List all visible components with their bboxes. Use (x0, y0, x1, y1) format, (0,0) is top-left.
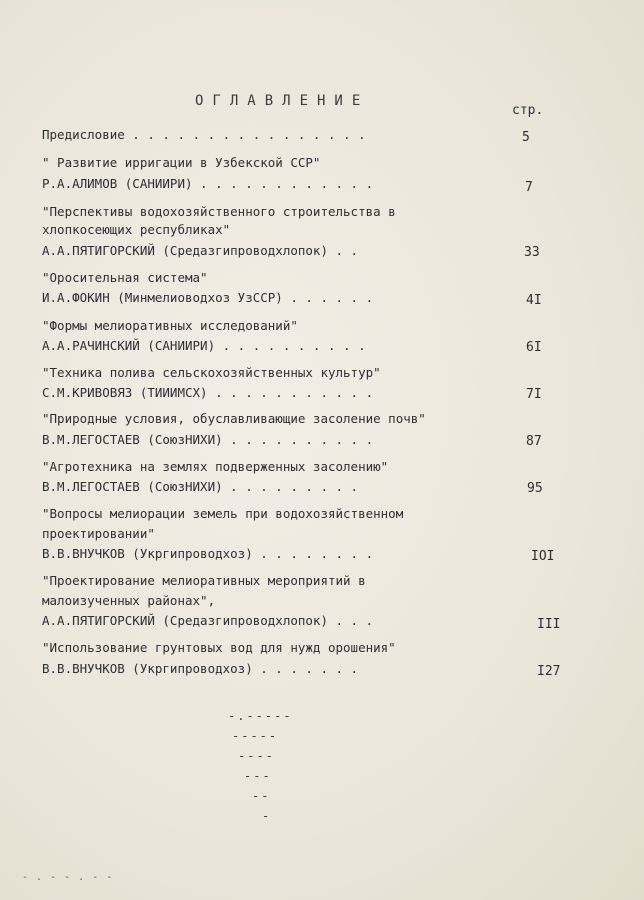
toc-entry-line: В.В.ВНУЧКОВ (Укргипроводхоз) . . . . . . . (42, 661, 359, 676)
toc-entry-line: И.А.ФОКИН (Минмелиоводхоз УзССР) . . . . . . (42, 290, 374, 305)
closing-ornament-row: -.----- (228, 709, 293, 723)
toc-entry-line: В.М.ЛЕГОСТАЕВ (СоюзНИХИ) . . . . . . . . . . (42, 432, 374, 447)
closing-ornament-row: -- (252, 789, 271, 803)
margin-mark: - . - - . - - (22, 872, 114, 883)
toc-page-number: 4I (526, 293, 542, 308)
toc-page-number: 5 (522, 130, 530, 145)
toc-entry-line: Р.А.АЛИМОВ (САНИИРИ) . . . . . . . . . . . . (42, 176, 374, 191)
toc-page-number: 7I (526, 387, 542, 402)
toc-entry-line: А.А.ПЯТИГОРСКИЙ (Средазгипроводхлопок) . . . (42, 613, 374, 628)
toc-entry-line: "Природные условия, обуславливающие засоление почв" (42, 411, 426, 426)
toc-page-number: 6I (526, 340, 542, 355)
toc-entry-line: проектировании" (42, 526, 155, 541)
toc-entry-line: В.В.ВНУЧКОВ (Укргипроводхоз) . . . . . . . . (42, 546, 374, 561)
toc-entry-line: хлопкосеющих республиках" (42, 222, 231, 237)
page-column-label: стр. (512, 103, 544, 118)
toc-entry-line: "Проектирование мелиоративных мероприятий в (42, 573, 366, 588)
toc-page-number: 87 (526, 434, 542, 449)
toc-page-number: I27 (537, 664, 561, 679)
toc-entry-line: В.М.ЛЕГОСТАЕВ (СоюзНИХИ) . . . . . . . . . (42, 479, 359, 494)
closing-ornament-row: --- (244, 769, 272, 783)
toc-entry-line: А.А.РАЧИНСКИЙ (САНИИРИ) . . . . . . . . . . (42, 338, 366, 353)
toc-page-number: 95 (527, 481, 543, 496)
toc-entry-line: "Использование грунтовых вод для нужд орошения" (42, 640, 396, 655)
toc-entry-line: малоизученных районах", (42, 593, 216, 608)
toc-entry-line: "Вопросы мелиорации земель при водохозяйственном (42, 506, 404, 521)
toc-page-number: III (537, 617, 561, 632)
toc-entry-line: А.А.ПЯТИГОРСКИЙ (Средазгипроводхлопок) . . (42, 243, 359, 258)
toc-heading: ОГЛАВЛЕНИЕ (195, 93, 370, 109)
toc-page-number: 33 (524, 245, 540, 260)
toc-entry-line: Предисловие . . . . . . . . . . . . . . . . (42, 127, 366, 142)
toc-entry-line: "Оросительная система" (42, 270, 208, 285)
toc-entry-line: С.М.КРИВОВЯЗ (ТИИИМСХ) . . . . . . . . . . . (42, 385, 374, 400)
toc-entry-line: "Формы мелиоративных исследований" (42, 318, 298, 333)
toc-entry-line: " Развитие ирригации в Узбекской ССР" (42, 155, 321, 170)
toc-page-number: 7 (525, 180, 533, 195)
closing-ornament-row: ---- (238, 749, 275, 763)
closing-ornament-row: - (262, 809, 272, 823)
toc-entry-line: "Перспективы водохозяйственного строительства в (42, 204, 396, 219)
toc-entry-line: "Техника полива сельскохозяйственных культур" (42, 365, 381, 380)
toc-page-number: IOI (531, 549, 555, 564)
closing-ornament-row: ----- (232, 729, 279, 743)
toc-entry-line: "Агротехника на землях подверженных засолению" (42, 459, 389, 474)
